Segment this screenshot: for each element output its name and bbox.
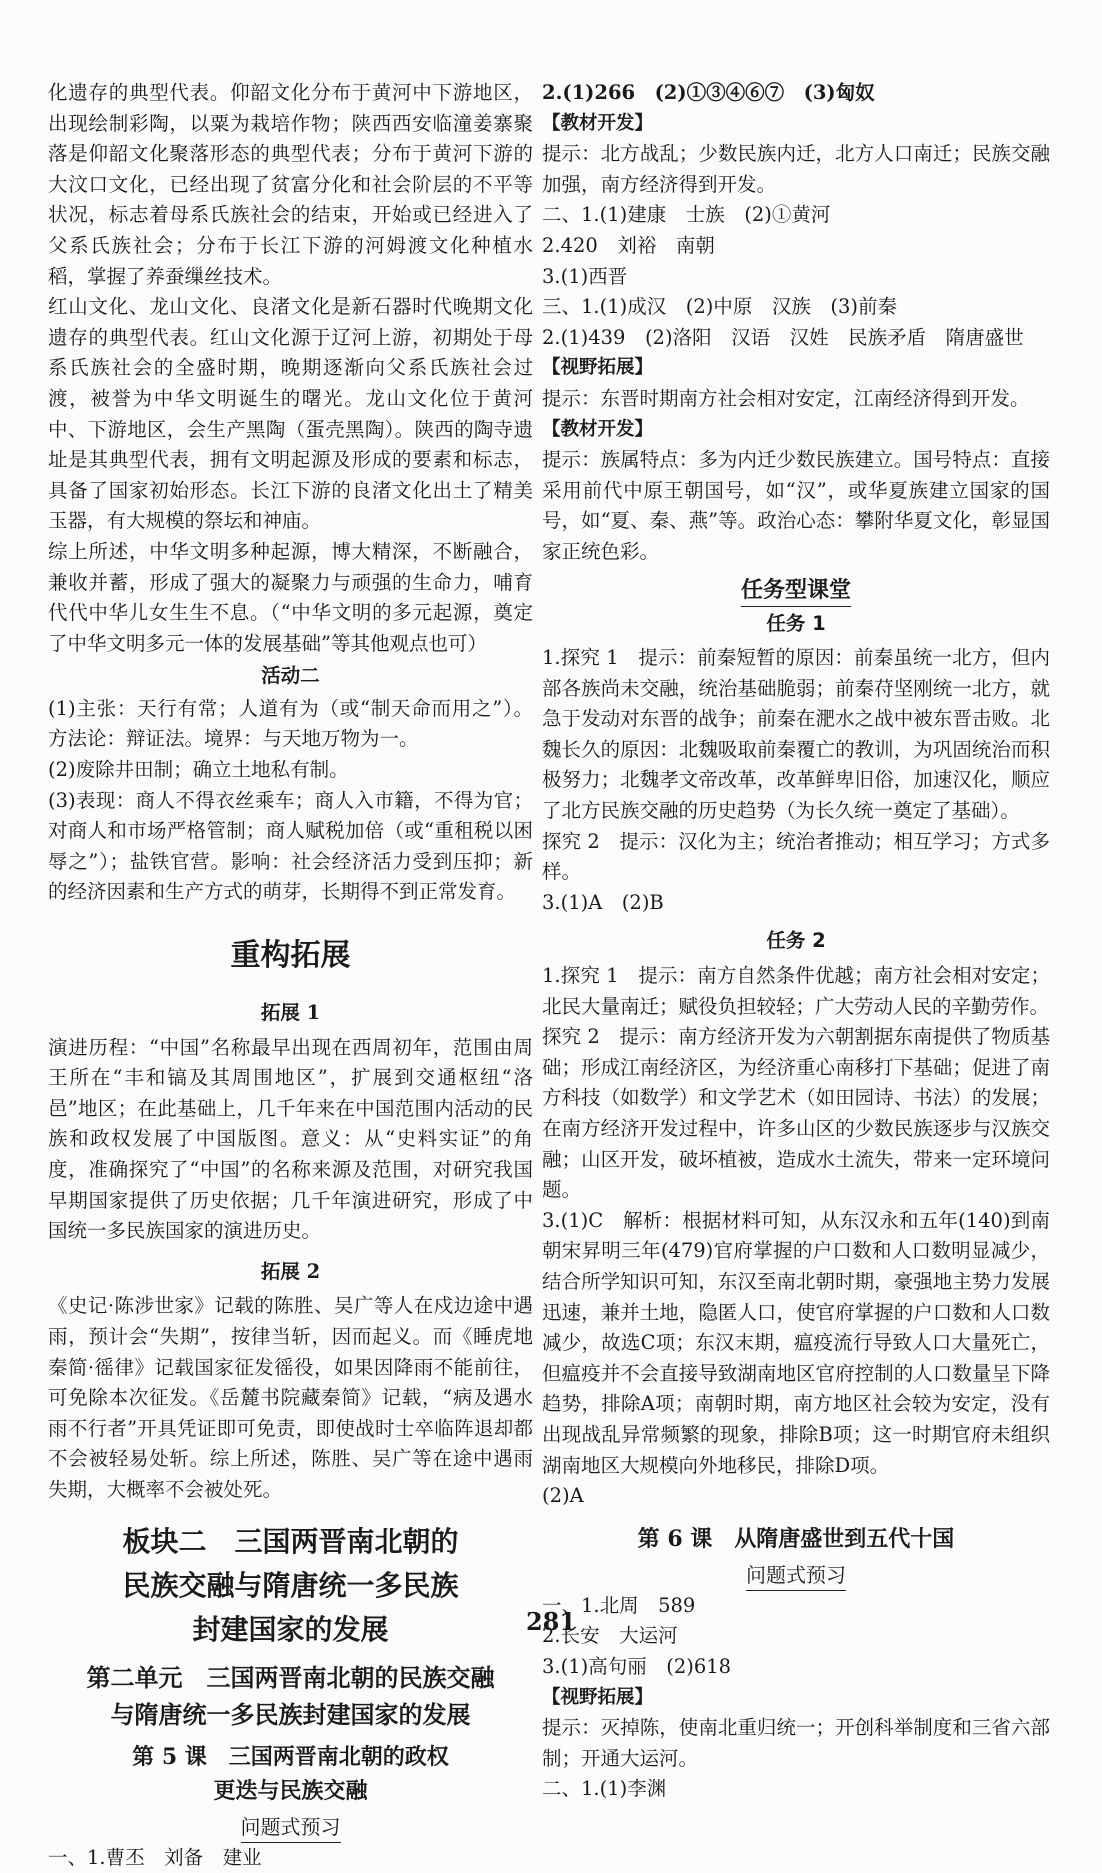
answer-item: 一、1.北周 589 [542, 1593, 696, 1617]
block-title-line: 民族交融与隋唐统一多民族 [122, 1568, 459, 1602]
activity-heading: 活动二 [261, 664, 320, 688]
answer-item: (2)A [542, 1484, 584, 1508]
answer-item: (1)主张：天行有常；人道有为（或“制天命而用之”）。方法论：辩证法。境界：与天地万物为一。 [48, 696, 533, 751]
hint: 提示：族属特点：多为内迁少数民族建立。国号特点：直接采用前代中原王朝国号，如“汉”，或华夏族建立国家的国号，如“夏、秦、燕”等。政治心态：攀附华夏文化，彰显国家正统色彩。 [542, 448, 1050, 563]
answer-item: 2.长安 大运河 [542, 1624, 678, 1648]
task-heading: 任务 2 [766, 929, 826, 953]
task-heading: 任务 1 [766, 611, 826, 635]
left-column [48, 78, 533, 1873]
task-class-heading [542, 576, 1050, 607]
extension-heading: 拓展 1 [260, 1001, 321, 1025]
analysis-item: 3.(1)C 解析：根据材料可知，从东汉永和五年(140)到南朝宋昇明三年(479)官府掌握的户口数和人口数明显减少，结合所学知识可知，东汉至南北朝时期，豪强地主势力发展迅速，兼并土地，隐匿人口，使官府掌握的户口数和人口数减少，故选C项；东汉末期，瘟疫流行导致人口大量死亡，但瘟疫并不会直接导致湖南地区官府控制的人口数量呈下降趋势，排除A项；南朝时期，南方地区社会较为安定，没有出现战乱异常频繁的现象，排除B项；这一时期官府未组织湖南地区大规模向外地移民，排除D项。 [542, 1208, 1050, 1477]
paragraph: 化遗存的典型代表。仰韶文化分布于黄河中下游地区，出现绘制彩陶，以粟为栽培作物；陕西西安临潼姜寨聚落是仰韶文化聚落形态的典型代表；分布于黄河下游的大汶口文化，已经出现了贫富分化和社会阶层的不平等状况，标志着母系氏族社会的结束，开始或已经进入了父系氏族社会；分布于长江下游的河姆渡文化种植水稻，掌握了养蚕缫丝技术。 [48, 81, 533, 288]
answer-item: 2.420 刘裕 南朝 [542, 233, 715, 257]
explore-item: 探究 2 提示：南方经济开发为六朝割据东南提供了物质基础；形成江南经济区，为经济重心南移打下基础；促进了南方科技（如数学）和文学艺术（如田园诗、书法）的发展；在南方经济开发过程中，许多山区的少数民族逐步与汉族交融；山区开发，破坏植被，造成水土流失，带来一定环境问题。 [542, 1025, 1050, 1202]
right-column [542, 78, 1050, 1805]
paragraph: 红山文化、龙山文化、良渚文化是新石器时代晚期文化遗存的典型代表。红山文化源于辽河上游，初期处于母系氏族社会的全盛时期，晚期逐渐向父系氏族社会过渡，被誉为中华文明诞生的曙光。龙山文化位于黄河中、下游地区，会生产黑陶（蛋壳黑陶）。陕西的陶寺遗址是其典型代表，拥有文明起源及形成的要素和标志，具备了国家初始形态。长江下游的良渚文化出土了精美玉器，有大规模的祭坛和神庙。 [48, 295, 533, 533]
preview-heading: 问题式预习 [241, 1812, 341, 1843]
answer-item: (3)表现：商人不得衣丝乘车；商人入市籍，不得为官；对商人和市场严格管制；商人赋税加倍（或“重租税以困辱之”）；盐铁官营。影响：社会经济活力受到压抑；新的经济因素和生产方式的萌芽，长期得不到正常发育。 [48, 788, 533, 904]
block-title-line: 板块二 三国两晋南北朝的 [122, 1524, 459, 1558]
task-class-title: 任务型课堂 [741, 576, 851, 607]
answer-item: 二、1.(1)李渊 [542, 1777, 667, 1801]
explore-item: 1.探究 1 提示：南方自然条件优越；南方社会相对安定；北民大量南迁；赋役负担较轻；广大劳动人民的辛勤劳作。 [542, 964, 1050, 1018]
answer-item: 2.(1)266 (2)①③④⑥⑦ (3)匈奴 [542, 81, 875, 104]
lesson-title [48, 1740, 533, 1808]
lesson-title-line: 更迭与民族交融 [213, 1777, 368, 1804]
paragraph: 《史记·陈涉世家》记载的陈胜、吴广等人在戍边途中遇雨，预计会“失期”，按律当斩，因而起义。而《睡虎地秦简·徭律》记载国家征发徭役，如果因降雨不能前往，可免除本次征发。《岳麓书院藏秦简》记载，“病及遇水雨不行者”开具凭证即可免责，即使战时士卒临阵退却都不会被轻易处斩。综上所述，陈胜、吴广等在途中遇雨失期，大概率不会被处死。 [48, 1294, 533, 1501]
answer-item: 二、1.(1)建康 士族 (2)①黄河 [542, 203, 831, 227]
answer-item: 3.(1)高句丽 (2)618 [542, 1654, 732, 1678]
explore-item: 1.探究 1 提示：前秦短暂的原因：前秦虽统一北方，但内部各族尚未交融，统治基础脆弱；前秦苻坚刚统一北方，就急于发动对东晋的战争；前秦在淝水之战中被东晋击败。北魏长久的原因：北魏吸取前秦覆亡的教训，为巩固统治而积极努力；北魏孝文帝改革，改革鲜卑旧俗，加速汉化，顺应了北方民族交融的历史趋势（为长久统一奠定了基础）。 [542, 646, 1050, 823]
hint: 提示：北方战乱；少数民族内迁，北方人口南迁；民族交融加强，南方经济得到开发。 [542, 142, 1050, 196]
answer-item: 3.(1)西晋 [542, 264, 628, 288]
hint: 提示：东晋时期南方社会相对安定，江南经济得到开发。 [542, 386, 1030, 410]
extension-heading: 拓展 2 [260, 1259, 321, 1283]
unit-title-line: 与隋唐统一多民族封建国家的发展 [110, 1700, 471, 1729]
paragraph: 演进历程：“中国”名称最早出现在西周初年，范围由周王所在“丰和镐及其周围地区”，扩展到交通枢纽“洛邑”地区；在此基础上，几千年来在中国范围内活动的民族和政权发展了中国版图。意义：从“史料实证”的角度，准确探究了“中国”的名称来源及范围，对研究我国早期国家提供了历史依据；几千年演进研究，形成了中国统一多民族国家的演进历史。 [48, 1035, 533, 1243]
paragraph: 综上所述，中华文明多种起源，博大精深，不断融合，兼收并蓄，形成了强大的凝聚力与顽强的生命力，哺育代代中华儿女生生不息。（“中华文明的多元起源，奠定了中华文明多元一体的发展基础”等其他观点也可） [48, 539, 533, 655]
unit-title [48, 1660, 533, 1734]
tag-vision: 【视野拓展】 [542, 1686, 654, 1708]
block-title-line: 封建国家的发展 [192, 1612, 389, 1646]
section-title: 重构拓展 [230, 938, 351, 974]
answer-item: (2)废除井田制；确立土地私有制。 [48, 758, 349, 782]
hint: 提示：灭掉陈，使南北重归统一；开创科举制度和三省六部制；开通大运河。 [542, 1716, 1050, 1770]
answer-item: 三、1.(1)成汉 (2)中原 汉族 (3)前秦 [542, 295, 897, 319]
page-number: 281 [525, 1607, 577, 1636]
answer-item: 2.(1)439 (2)洛阳 汉语 汉姓 民族矛盾 隋唐盛世 [542, 325, 1024, 349]
preview-heading: 问题式预习 [746, 1560, 846, 1591]
explore-item: 探究 2 提示：汉化为主；统治者推动；相互学习；方式多样。 [542, 829, 1050, 884]
answer-item: 一、1.曹丕 刘备 建业 [48, 1845, 262, 1869]
lesson-title-line: 第 5 课 三国两晋南北朝的政权 [132, 1743, 449, 1770]
answer-item: 3.(1)A (2)B [542, 890, 664, 914]
tag-vision: 【视野拓展】 [542, 357, 654, 379]
unit-title-line: 第二单元 三国两晋南北朝的民族交融 [86, 1663, 495, 1692]
lesson-title: 第 6 课 从隋唐盛世到五代十国 [637, 1525, 955, 1552]
tag-textbook: 【教材开发】 [542, 112, 654, 134]
tag-textbook: 【教材开发】 [542, 418, 654, 440]
